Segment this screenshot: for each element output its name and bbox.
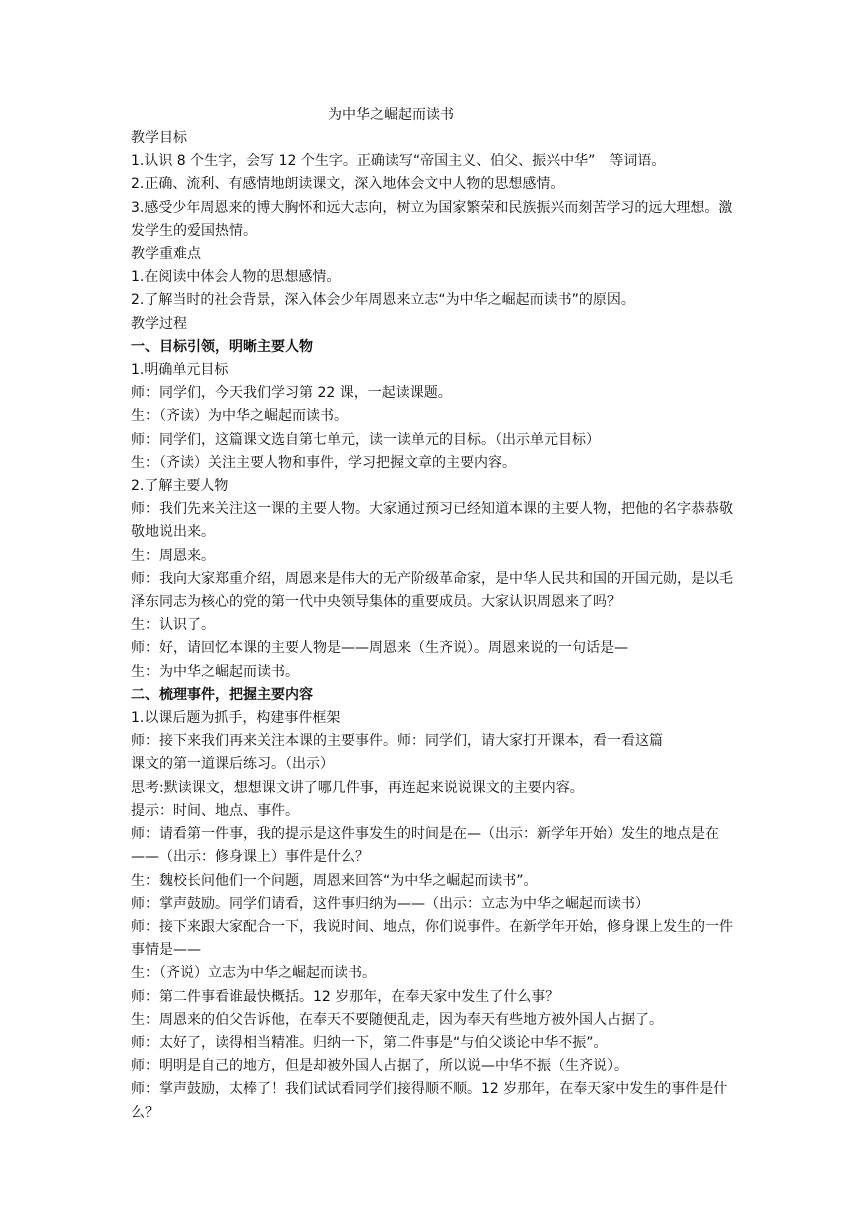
paragraph-line: 生：认识了。 xyxy=(131,617,215,634)
paragraph-line: 师：太好了，读得相当精准。归纳一下，第二件事是“与伯父谈论中华不振”。 xyxy=(131,1034,608,1051)
paragraph-line: 2.了解主要人物 xyxy=(131,478,229,495)
paragraph-line: 生：（齐读）关注主要人物和事件，学习把握文章的主要内容。 xyxy=(131,454,516,471)
paragraph-line: 生：为中华之崛起而读书。 xyxy=(131,663,299,680)
paragraph-line: 3.感受少年周恩来的博大胸怀和远大志向，树立为国家繁荣和民族振兴而刻苦学习的远大理想。激发学生的爱国热情。 xyxy=(131,199,733,239)
paragraph-line: 师：接下来跟大家配合一下，我说时间、地点，你们说事件。在新学年开始，修身课上发生的一件事情是—— xyxy=(131,918,733,959)
paragraph-line: 2.正确、流利、有感情地朗读课文，深入地体会文中人物的思想感情。 xyxy=(131,176,565,193)
paragraph-line: 师：掌声鼓励。同学们请看，这件事归纳为——（出示：立志为中华之崛起而读书） xyxy=(131,895,649,912)
paragraph-line: 思考:默读课文，想想课文讲了哪几件事，再连起来说说课文的主要内容。 xyxy=(131,779,584,796)
paragraph-line: 师：明明是自己的地方，但是却被外国人占据了，所以说—中华不振（生齐说）。 xyxy=(131,1058,628,1075)
paragraph-line: 1.明确单元目标 xyxy=(131,362,229,379)
paragraph-line: 师：我们先来关注这一课的主要人物。大家通过预习已经知道本课的主要人物，把他的名字恭恭敬敬地说出来。 xyxy=(131,501,733,541)
paragraph-line: 师：请看第一件事，我的提示是这件事发生的时间是在—（出示：新学年开始）发生的地点是在——（出示：修身课上）事件是什么？ xyxy=(131,826,719,866)
paragraph-line: 课文的第一道课后练习。（出示） xyxy=(131,756,334,773)
paragraph-line: 1.认识 8 个生字，会写 12 个生字。正确读写“帝国主义、伯父、振兴中华” 等词语。 xyxy=(131,153,666,170)
paragraph-line: 1.以课后题为抓手，构建事件框架 xyxy=(131,710,341,727)
paragraph-line: 师：我向大家郑重介绍，周恩来是伟大的无产阶级革命家，是中华人民共和国的开国元勋，是以毛泽东同志为核心的党的第一代中央领导集体的重要成员。大家认识周恩来了吗？ xyxy=(131,570,733,611)
paragraph-line: 师：第二件事看谁最快概括。12 岁那年，在奉天家中发生了什么事？ xyxy=(131,988,560,1005)
paragraph-line: 生：魏校长问他们一个问题，周恩来回答“为中华之崛起而读书”。 xyxy=(131,872,538,889)
paragraph-line: 师：同学们，今天我们学习第 22 课，一起读课题。 xyxy=(131,385,452,402)
paragraph-line: 师：好，请回忆本课的主要人物是——周恩来（生齐说）。周恩来说的一句话是— xyxy=(131,640,628,657)
paragraph-line: 师：接下来我们再来关注本课的主要事件。师：同学们，请大家打开课本，看一看这篇 xyxy=(131,733,663,750)
section-heading: 二、梳理事件，把握主要内容 xyxy=(131,686,313,703)
paragraph-line: 2.了解当时的社会背景，深入体会少年周恩来立志“为中华之崛起而读书”的原因。 xyxy=(131,292,635,309)
paragraph-line: 生：（齐说）立志为中华之崛起而读书。 xyxy=(131,965,376,982)
paragraph-line: 生：周恩来。 xyxy=(131,547,215,564)
paragraph-line: 生：（齐读）为中华之崛起而读书。 xyxy=(131,408,348,425)
paragraph-line: 提示：时间、地点、事件。 xyxy=(131,802,299,819)
paragraph-line: 师：掌声鼓励，太棒了！我们试试看同学们接得顺不顺。12 岁那年，在奉天家中发生的事件是什么？ xyxy=(131,1081,728,1121)
paragraph-line: 生：周恩来的伯父告诉他，在奉天不要随便乱走，因为奉天有些地方被外国人占据了。 xyxy=(131,1011,663,1028)
document-page xyxy=(131,104,741,1125)
paragraph-line: 教学重难点 xyxy=(131,246,201,263)
section-heading: 一、目标引领，明晰主要人物 xyxy=(131,338,313,355)
paragraph-line: 1.在阅读中体会人物的思想感情。 xyxy=(131,269,341,286)
paragraph-line: 教学目标 xyxy=(131,130,187,146)
paragraph-line: 师：同学们，这篇课文选自第七单元，读一读单元的目标。（出示单元目标） xyxy=(131,431,600,448)
paragraph-line: 教学过程 xyxy=(131,315,187,332)
document-title: 为中华之崛起而读书 xyxy=(328,107,454,123)
document-body xyxy=(131,127,741,1125)
